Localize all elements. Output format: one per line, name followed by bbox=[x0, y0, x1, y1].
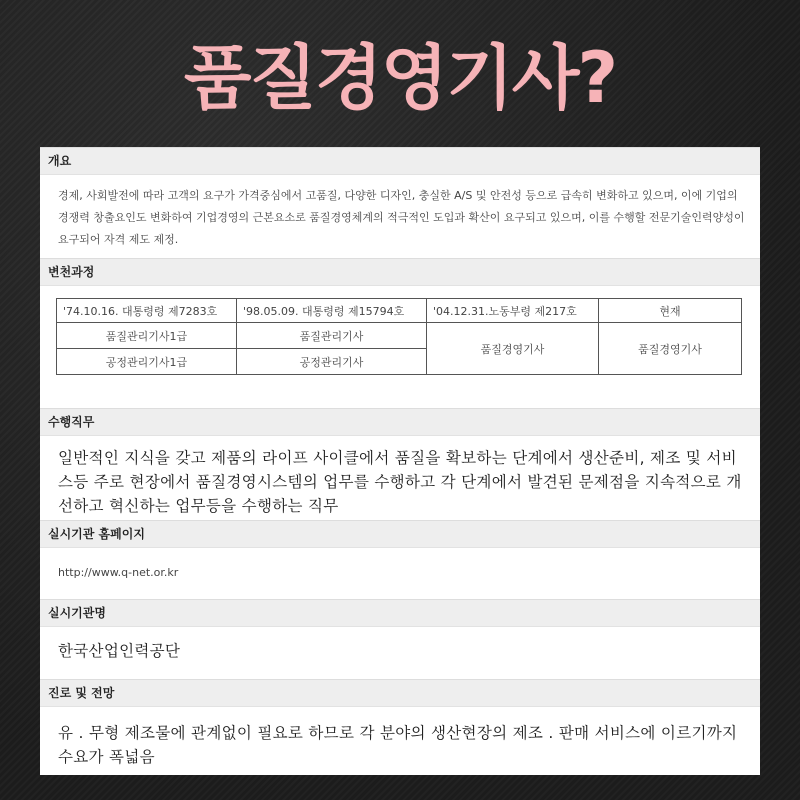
overview-text: 경제, 사회발전에 따라 고객의 요구가 가격중심에서 고품질, 다양한 디자인, 충실한 A/S 및 안전성 등으로 급속히 변화하고 있으며, 이에 기업의 경쟁력 창출요인도 변화하여 기업경영의 근본요소로 품질경영체계의 적극적인 도입과 확산이 요구되고 있으며, 이를 수행할 전문기술인력양성이 요구되어 자격 제도 제정. bbox=[58, 189, 745, 246]
history-header-cell: '98.05.09. 대통령령 제15794호 bbox=[237, 299, 427, 323]
info-panel bbox=[40, 147, 760, 775]
history-header-cell: '74.10.16. 대통령령 제7283호 bbox=[57, 299, 237, 323]
overview-heading: 개요 bbox=[40, 147, 760, 175]
history-header-row bbox=[57, 299, 742, 323]
duties-text: 일반적인 지식을 갖고 제품의 라이프 사이클에서 품질을 확보하는 단계에서 생산준비, 제조 및 서비스등 주로 현장에서 품질경영시스템의 업무를 수행하고 각 단계에서 발견된 문제점을 지속적으로 개선하고 혁신하는 업무등을 수행하는 직무 bbox=[58, 449, 742, 515]
career-heading: 진로 및 전망 bbox=[40, 679, 760, 707]
history-header-cell: '04.12.31.노동부령 제217호 bbox=[427, 299, 599, 323]
history-cell: 공정관리기사 bbox=[237, 349, 427, 375]
history-cell: 공정관리기사1급 bbox=[57, 349, 237, 375]
page-title: 품질경영기사? bbox=[183, 37, 617, 119]
homepage-link[interactable]: http://www.q-net.or.kr bbox=[58, 566, 179, 579]
history-merged-cell: 품질경영기사 bbox=[599, 323, 742, 375]
homepage-heading: 실시기관 홈페이지 bbox=[40, 520, 760, 548]
history-heading: 변천과정 bbox=[40, 258, 760, 286]
history-table-wrap bbox=[40, 286, 760, 408]
history-cell: 품질관리기사1급 bbox=[57, 323, 237, 349]
history-header-cell: 현재 bbox=[599, 299, 742, 323]
history-merged-cell: 품질경영기사 bbox=[427, 323, 599, 375]
duties-heading: 수행직무 bbox=[40, 408, 760, 436]
agency-name: 한국산업인력공단 bbox=[58, 642, 181, 660]
history-row bbox=[57, 323, 742, 349]
agency-heading: 실시기관명 bbox=[40, 599, 760, 627]
history-cell: 품질관리기사 bbox=[237, 323, 427, 349]
career-text: 유 . 무형 제조물에 관계없이 필요로 하므로 각 분야의 생산현장의 제조 . 판매 서비스에 이르기까지 수요가 폭넓음 bbox=[58, 724, 738, 766]
history-table bbox=[56, 298, 742, 375]
